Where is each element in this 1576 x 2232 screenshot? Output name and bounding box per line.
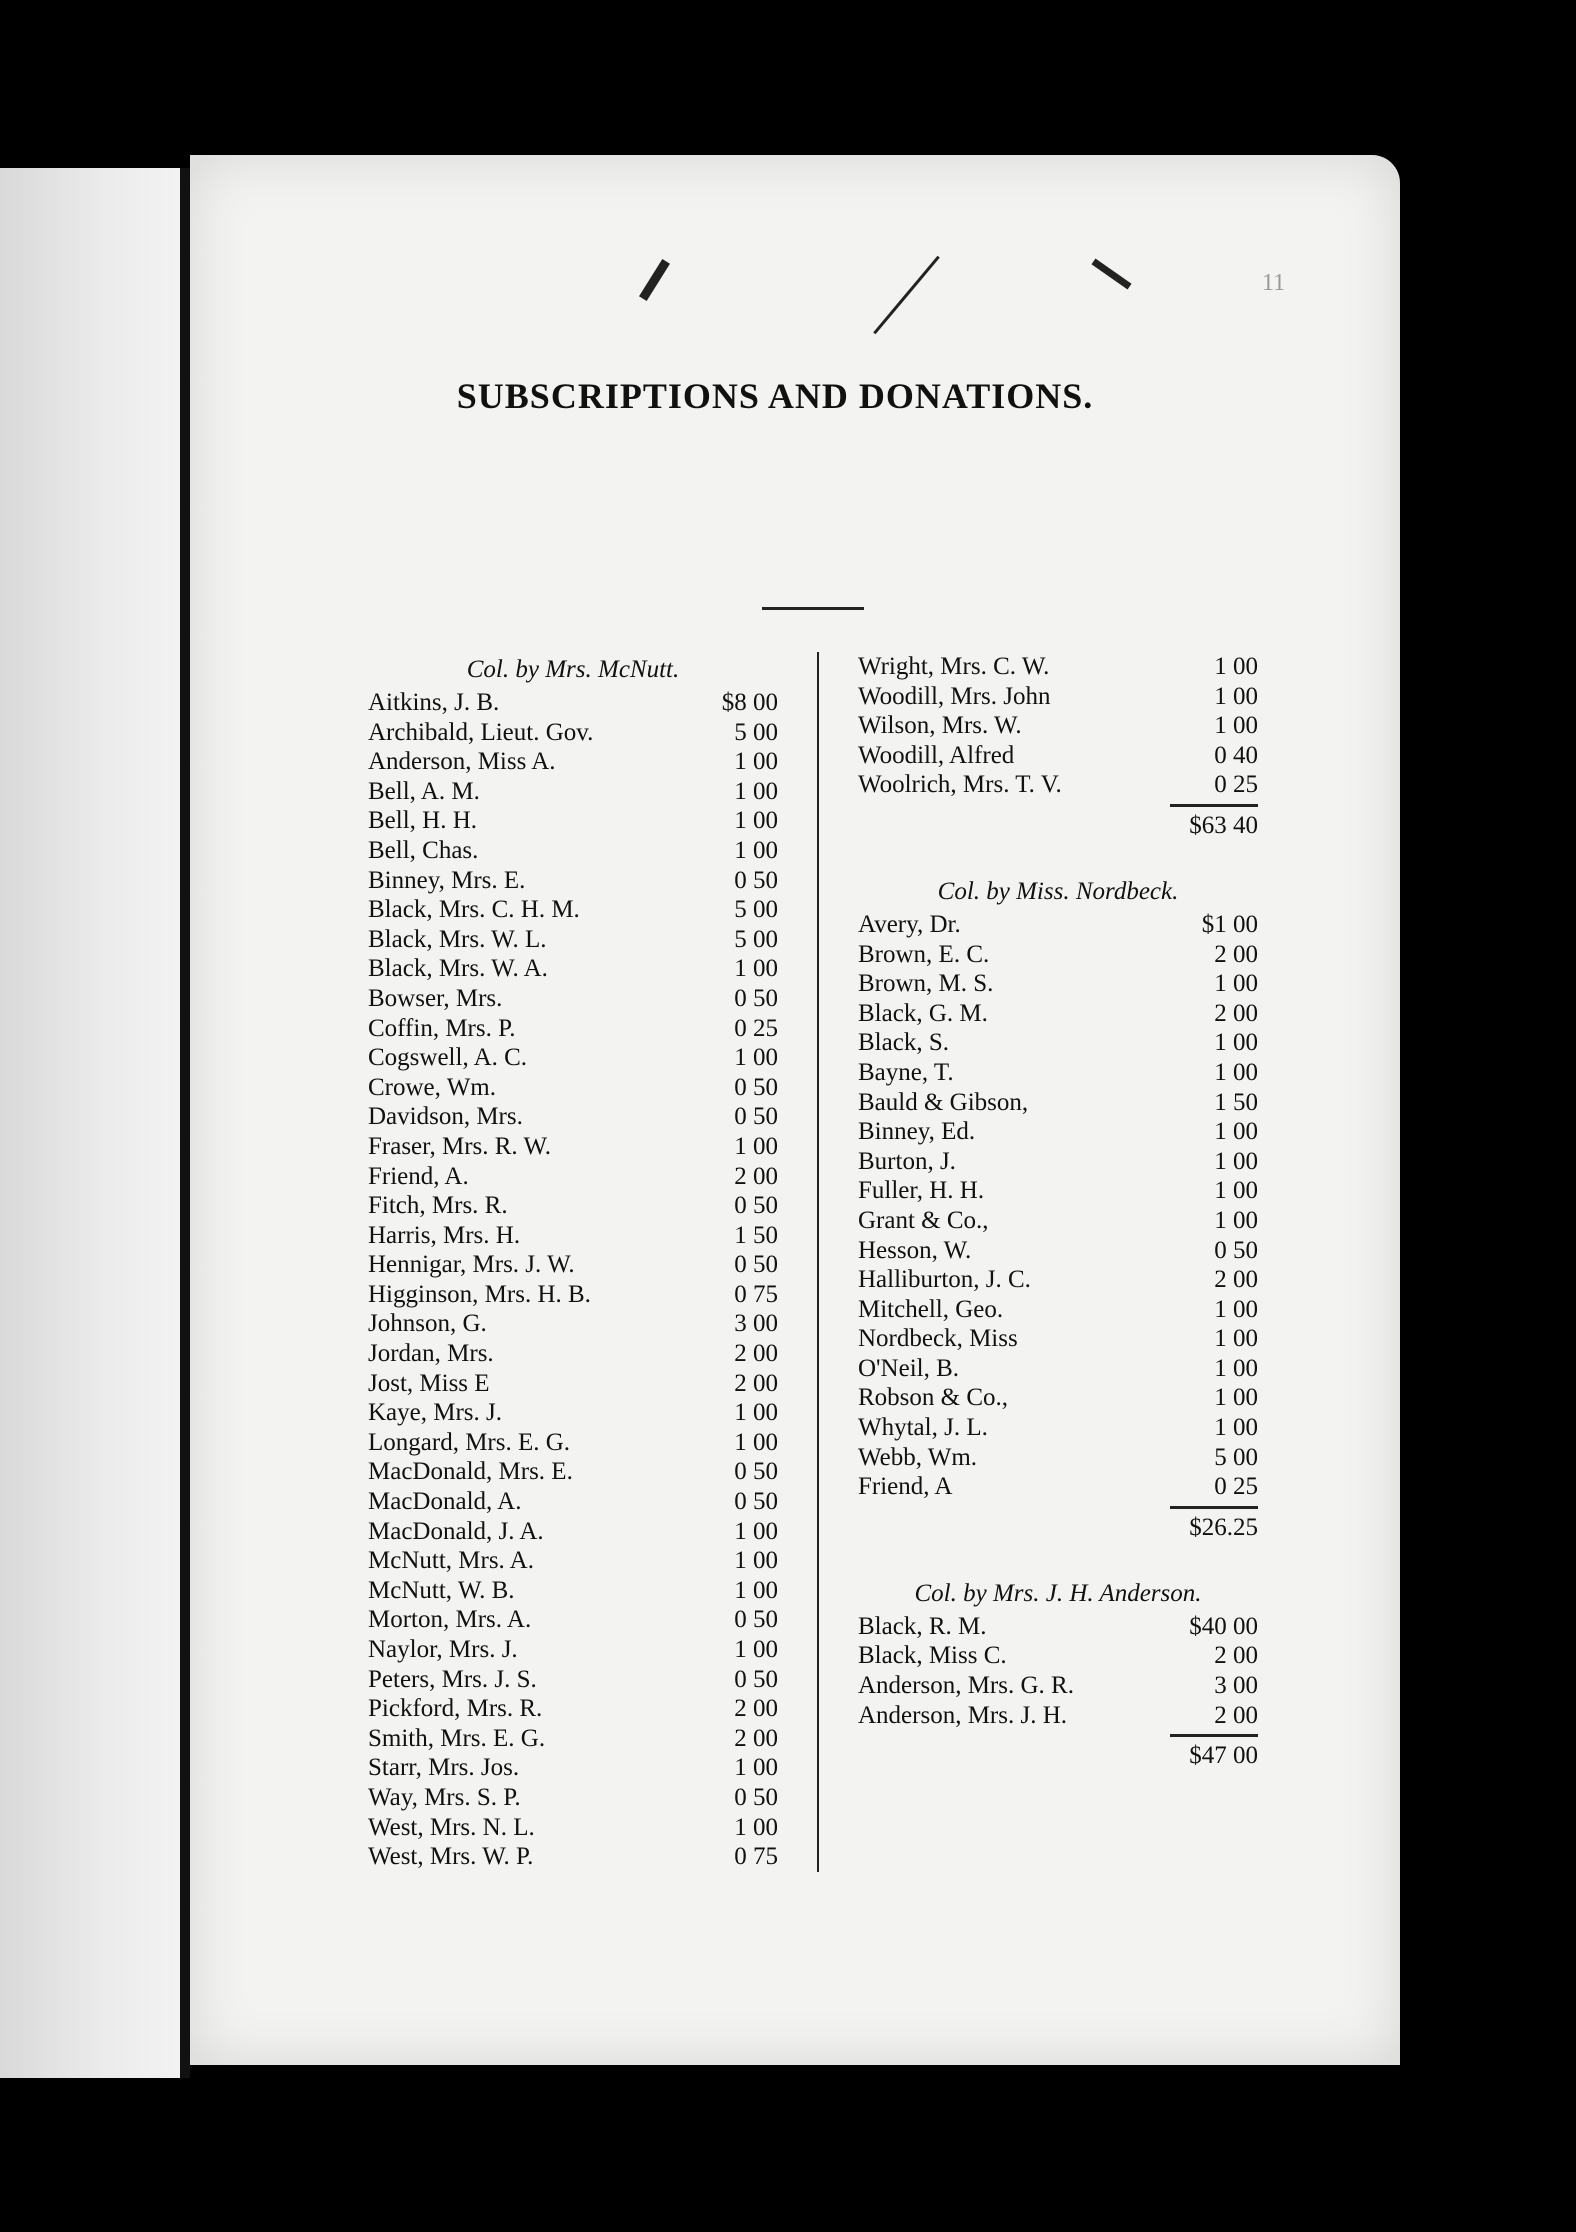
donor-name: Harris, Mrs. H. <box>368 1221 521 1249</box>
list-item <box>858 910 1258 940</box>
donation-amount: 1 00 <box>1214 682 1258 710</box>
donor-name: Kaye, Mrs. J. <box>368 1399 503 1427</box>
donation-amount: 1 00 <box>734 1399 778 1427</box>
donor-name: Webb, Wm. <box>858 1443 978 1471</box>
donor-name: Crowe, Wm. <box>368 1073 496 1101</box>
total-rule <box>1170 804 1258 807</box>
donor-name: Burton, J. <box>858 1147 956 1175</box>
list-item <box>858 1176 1258 1206</box>
donor-name: Jordan, Mrs. <box>368 1340 494 1368</box>
list-item <box>368 1694 778 1724</box>
donation-amount: 1 00 <box>1214 1177 1258 1205</box>
donor-name: McNutt, Mrs. A. <box>368 1547 534 1575</box>
list-item <box>368 1842 778 1872</box>
donor-name: Hennigar, Mrs. J. W. <box>368 1251 575 1279</box>
total-rule <box>1170 1506 1258 1509</box>
list-item <box>858 1206 1258 1236</box>
page-corner-mark: 11 <box>1262 270 1286 296</box>
list-item <box>368 1280 778 1310</box>
donor-name: Woodill, Mrs. John <box>858 682 1051 710</box>
list-item <box>858 711 1258 741</box>
list-item <box>858 1295 1258 1325</box>
donor-name: Peters, Mrs. J. S. <box>368 1665 537 1693</box>
donor-name: Robson & Co., <box>858 1384 1009 1412</box>
nordbeck-list <box>858 910 1258 1502</box>
list-item <box>368 866 778 896</box>
list-item <box>368 777 778 807</box>
donation-amount: 1 00 <box>734 836 778 864</box>
donation-amount: 1 00 <box>1214 1118 1258 1146</box>
list-item <box>858 1413 1258 1443</box>
donor-name: Fuller, H. H. <box>858 1177 985 1205</box>
list-item <box>368 1102 778 1132</box>
mcnutt-continued-list <box>858 652 1258 800</box>
donation-amount: 2 00 <box>734 1162 778 1190</box>
donor-name: Bell, A. M. <box>368 777 480 805</box>
donation-amount: 1 00 <box>734 955 778 983</box>
donor-name: Higginson, Mrs. H. B. <box>368 1280 591 1308</box>
donation-amount: 3 00 <box>1214 1672 1258 1700</box>
list-item <box>368 1339 778 1369</box>
donor-name: Smith, Mrs. E. G. <box>368 1724 546 1752</box>
list-item <box>858 999 1258 1029</box>
donor-name: Bayne, T. <box>858 1058 954 1086</box>
list-item <box>858 969 1258 999</box>
mcnutt-total: $63 40 <box>1189 811 1258 839</box>
list-item <box>368 1813 778 1843</box>
donor-name: Anderson, Miss A. <box>368 748 556 776</box>
list-item <box>858 1701 1258 1731</box>
donation-amount: 1 00 <box>1214 1058 1258 1086</box>
list-item <box>858 1058 1258 1088</box>
donation-amount: 1 50 <box>734 1221 778 1249</box>
list-item <box>368 1487 778 1517</box>
mcnutt-total-block <box>858 800 1258 846</box>
donor-name: Black, R. M. <box>858 1612 987 1640</box>
donation-amount: 0 50 <box>734 1192 778 1220</box>
section-heading-mcnutt: Col. by Mrs. McNutt. <box>466 656 680 683</box>
donation-amount: $8 00 <box>721 689 778 716</box>
donation-amount: 3 00 <box>734 1310 778 1338</box>
title-rule <box>762 607 864 610</box>
anderson-list <box>858 1612 1258 1730</box>
donor-name: Brown, E. C. <box>858 940 990 968</box>
list-item <box>858 770 1258 800</box>
list-item <box>368 1191 778 1221</box>
donor-name: Way, Mrs. S. P. <box>368 1783 521 1811</box>
list-item <box>368 806 778 836</box>
list-item <box>368 688 778 718</box>
donation-amount: 0 75 <box>734 1843 778 1871</box>
donor-name: Wilson, Mrs. W. <box>858 712 1022 740</box>
donation-amount: 1 00 <box>1214 1414 1258 1442</box>
donation-amount: 0 25 <box>734 1014 778 1042</box>
list-item <box>858 1671 1258 1701</box>
list-item <box>368 1073 778 1103</box>
list-item <box>858 1443 1258 1473</box>
donation-amount: 0 50 <box>734 1606 778 1634</box>
donation-amount: 1 00 <box>1214 1147 1258 1175</box>
list-item <box>368 1665 778 1695</box>
donor-name: O'Neil, B. <box>858 1354 960 1382</box>
list-item <box>858 1612 1258 1642</box>
donor-name: Halliburton, J. C. <box>858 1266 1031 1294</box>
list-item <box>368 925 778 955</box>
donation-amount: 2 00 <box>1214 999 1258 1027</box>
donation-amount: 1 00 <box>734 1813 778 1841</box>
list-item <box>368 1043 778 1073</box>
donation-amount: $40 00 <box>1189 1612 1258 1640</box>
list-item <box>858 1117 1258 1147</box>
list-item <box>368 1635 778 1665</box>
list-item <box>368 954 778 984</box>
list-item <box>368 1221 778 1251</box>
donor-name: Naylor, Mrs. J. <box>368 1636 518 1663</box>
list-item <box>368 1162 778 1192</box>
list-item <box>858 1088 1258 1118</box>
donor-name: Davidson, Mrs. <box>368 1103 523 1131</box>
list-item <box>858 1265 1258 1295</box>
donor-name: Bauld & Gibson, <box>858 1088 1029 1116</box>
list-item <box>368 1398 778 1428</box>
list-item <box>368 1369 778 1399</box>
donor-name: Pickford, Mrs. R. <box>368 1695 543 1723</box>
donor-name: Jost, Miss E <box>368 1369 490 1397</box>
donation-amount: 1 00 <box>734 1044 778 1072</box>
list-item <box>368 984 778 1014</box>
donor-name: Friend, A. <box>368 1162 469 1190</box>
donor-name: Friend, A <box>858 1473 953 1501</box>
list-item <box>368 1576 778 1606</box>
donation-amount: 0 75 <box>734 1280 778 1308</box>
nordbeck-total-block <box>858 1502 1258 1548</box>
donor-name: Cogswell, A. C. <box>368 1044 528 1072</box>
list-item <box>368 1132 778 1162</box>
mcnutt-list <box>368 688 778 1872</box>
donation-amount: 1 00 <box>734 1754 778 1782</box>
donor-name: Bell, H. H. <box>368 807 478 835</box>
donor-name: Johnson, G. <box>368 1310 487 1338</box>
donor-name: Grant & Co., <box>858 1206 989 1234</box>
donation-amount: 1 00 <box>1214 712 1258 740</box>
list-item <box>368 1014 778 1044</box>
donation-amount: 5 00 <box>734 925 778 953</box>
donor-name: Black, Mrs. C. H. M. <box>368 896 580 924</box>
list-item <box>858 652 1258 682</box>
anderson-total-block <box>858 1730 1258 1776</box>
donation-amount: 1 00 <box>734 1576 778 1604</box>
anderson-total: $47 00 <box>1189 1742 1258 1770</box>
section-heading-anderson: Col. by Mrs. J. H. Anderson. <box>914 1579 1202 1607</box>
donation-amount: 1 00 <box>734 807 778 835</box>
donor-name: Whytal, J. L. <box>858 1414 988 1442</box>
donation-amount: 0 50 <box>734 984 778 1012</box>
donor-name: MacDonald, J. A. <box>368 1517 544 1545</box>
donor-name: McNutt, W. B. <box>368 1576 515 1604</box>
donation-amount: 0 50 <box>734 1073 778 1101</box>
donor-name: Aitkins, J. B. <box>368 689 500 716</box>
list-item <box>858 1324 1258 1354</box>
book-gutter <box>180 168 190 2078</box>
list-item <box>368 1753 778 1783</box>
list-item <box>368 747 778 777</box>
list-item <box>368 718 778 748</box>
donor-name: West, Mrs. N. L. <box>368 1813 535 1841</box>
list-item <box>858 1354 1258 1384</box>
donor-name: Longard, Mrs. E. G. <box>368 1428 571 1456</box>
donation-amount: 5 00 <box>734 718 778 746</box>
donor-name: Black, Mrs. W. L. <box>368 925 547 953</box>
total-rule <box>1170 1734 1258 1737</box>
donation-amount: 1 00 <box>1214 1384 1258 1412</box>
list-item <box>858 940 1258 970</box>
donor-name: Wright, Mrs. C. W. <box>858 653 1050 680</box>
donor-name: MacDonald, Mrs. E. <box>368 1458 573 1486</box>
donation-amount: 2 00 <box>1214 1266 1258 1294</box>
column-divider <box>817 652 819 1872</box>
list-item <box>858 1383 1258 1413</box>
donation-amount: 2 00 <box>734 1369 778 1397</box>
donor-name: Black, Miss C. <box>858 1642 1007 1670</box>
list-item <box>368 1428 778 1458</box>
donor-name: Brown, M. S. <box>858 970 994 998</box>
donor-name: Black, S. <box>858 1029 949 1057</box>
donation-amount: 0 25 <box>1214 1473 1258 1501</box>
donation-amount: 1 00 <box>734 1547 778 1575</box>
donation-amount: 1 00 <box>734 748 778 776</box>
donation-amount: 2 00 <box>1214 1642 1258 1670</box>
list-item <box>858 682 1258 712</box>
donor-name: Black, G. M. <box>858 999 988 1027</box>
donation-amount: 1 00 <box>734 1636 778 1663</box>
donor-name: West, Mrs. W. P. <box>368 1843 534 1871</box>
list-item <box>858 1147 1258 1177</box>
donation-amount: 5 00 <box>734 896 778 924</box>
list-item <box>368 1605 778 1635</box>
donation-amount: 0 40 <box>1214 741 1258 769</box>
right-column <box>858 652 1258 1776</box>
donor-name: Nordbeck, Miss <box>858 1325 1018 1353</box>
donation-amount: 2 00 <box>734 1340 778 1368</box>
list-item <box>368 836 778 866</box>
donation-amount: 2 00 <box>1214 1701 1258 1729</box>
donation-amount: 0 50 <box>734 1783 778 1811</box>
donation-amount: 0 50 <box>734 1488 778 1516</box>
donation-amount: $1 00 <box>1201 910 1258 938</box>
donation-amount: 0 50 <box>734 866 778 894</box>
donation-amount: 1 00 <box>1214 970 1258 998</box>
donor-name: Woodill, Alfred <box>858 741 1015 769</box>
donor-name: Black, Mrs. W. A. <box>368 955 548 983</box>
list-item <box>368 895 778 925</box>
donor-name: Anderson, Mrs. G. R. <box>858 1672 1074 1700</box>
list-item <box>858 1236 1258 1266</box>
list-item <box>858 1472 1258 1502</box>
list-item <box>368 1517 778 1547</box>
facing-page <box>0 168 180 2078</box>
donor-name: Anderson, Mrs. J. H. <box>858 1701 1068 1729</box>
donation-amount: 0 25 <box>1214 771 1258 799</box>
donation-amount: 2 00 <box>734 1695 778 1723</box>
nordbeck-total: $26.25 <box>1189 1513 1258 1541</box>
donor-name: Fitch, Mrs. R. <box>368 1192 508 1220</box>
donor-name: Fraser, Mrs. R. W. <box>368 1132 552 1160</box>
donor-name: Coffin, Mrs. P. <box>368 1014 516 1042</box>
donation-amount: 0 50 <box>734 1458 778 1486</box>
donation-amount: 0 50 <box>734 1251 778 1279</box>
donation-amount: 0 50 <box>734 1665 778 1693</box>
donor-name: Binney, Ed. <box>858 1118 976 1146</box>
left-column <box>368 652 778 1872</box>
list-item <box>858 1028 1258 1058</box>
list-item <box>858 1641 1258 1671</box>
donation-amount: 1 00 <box>1214 653 1258 680</box>
donation-amount: 5 00 <box>1214 1443 1258 1471</box>
donation-amount: 1 00 <box>734 1132 778 1160</box>
donation-amount: 0 50 <box>734 1103 778 1131</box>
donation-amount: 2 00 <box>734 1724 778 1752</box>
list-item <box>368 1309 778 1339</box>
donor-name: Avery, Dr. <box>858 910 961 938</box>
donation-amount: 0 50 <box>1214 1236 1258 1264</box>
donation-amount: 1 00 <box>1214 1295 1258 1323</box>
page-title: SUBSCRIPTIONS AND DONATIONS. <box>456 376 1094 416</box>
donation-amount: 1 00 <box>734 777 778 805</box>
donation-amount: 1 00 <box>1214 1354 1258 1382</box>
donation-amount: 1 00 <box>1214 1029 1258 1057</box>
donor-name: MacDonald, A. <box>368 1488 522 1516</box>
donor-name: Starr, Mrs. Jos. <box>368 1754 520 1782</box>
donor-name: Bell, Chas. <box>368 836 479 864</box>
list-item <box>368 1250 778 1280</box>
donor-name: Binney, Mrs. E. <box>368 866 526 894</box>
donation-amount: 2 00 <box>1214 940 1258 968</box>
section-heading-nordbeck: Col. by Miss. Nordbeck. <box>937 877 1179 905</box>
list-item <box>368 1724 778 1754</box>
donation-amount: 1 50 <box>1214 1088 1258 1116</box>
list-item <box>368 1546 778 1576</box>
donor-name: Bowser, Mrs. <box>368 984 503 1012</box>
donation-amount: 1 00 <box>1214 1325 1258 1353</box>
donation-amount: 1 00 <box>734 1517 778 1545</box>
donor-name: Hesson, W. <box>858 1236 972 1264</box>
list-item <box>368 1457 778 1487</box>
list-item <box>368 1783 778 1813</box>
donation-amount: 1 00 <box>734 1428 778 1456</box>
donor-name: Woolrich, Mrs. T. V. <box>858 771 1062 799</box>
donor-name: Archibald, Lieut. Gov. <box>368 718 594 746</box>
list-item <box>858 741 1258 771</box>
donation-amount: 1 00 <box>1214 1206 1258 1234</box>
donor-name: Mitchell, Geo. <box>858 1295 1004 1323</box>
donor-name: Morton, Mrs. A. <box>368 1606 532 1634</box>
